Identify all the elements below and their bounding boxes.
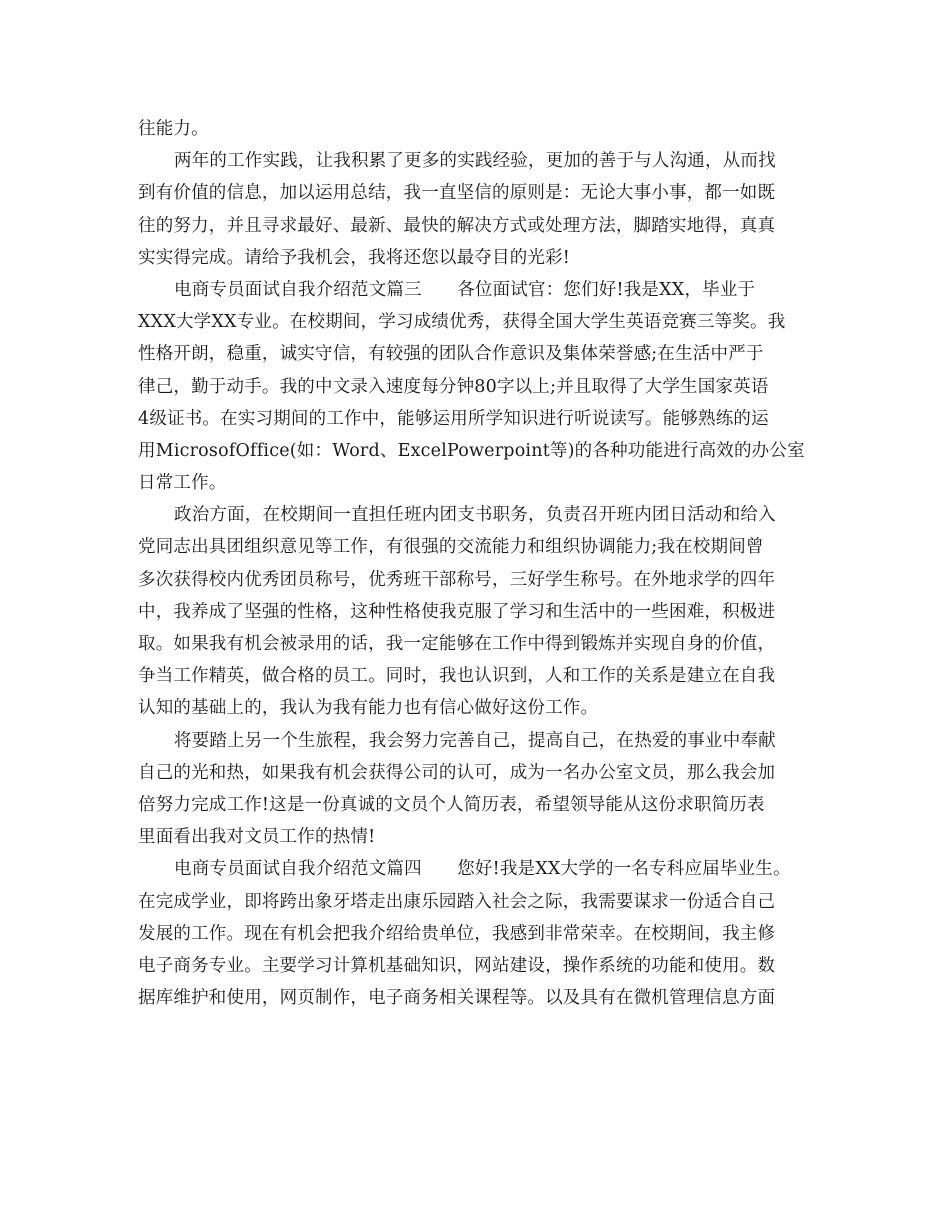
text-line: 发展的工作。现在有机会把我介绍给贵单位，我感到非常荣幸。在校期间，我主修: [138, 923, 776, 944]
text-line: XXX大学XX专业。在校期间，学习成绩优秀，获得全国大学生英语竞赛三等奖。我: [138, 312, 786, 333]
text-line: 日常工作。: [138, 473, 227, 494]
text-line: 用MicrosofOffice(如：Word、ExcelPowerpoint等)的各种功能进行高效的办公室: [138, 440, 805, 461]
text-line: 党同志出具团组织意见等工作，有很强的交流能力和组织协调能力;我在校期间曾: [138, 537, 764, 558]
text-line: 电子商务专业。主要学习计算机基础知识，网站建设，操作系统的功能和使用。数: [138, 955, 776, 976]
text-line: 两年的工作实践，让我积累了更多的实践经验，更加的善于与人沟通，从而找: [174, 151, 776, 172]
text-line: 中，我养成了坚强的性格，这种性格使我克服了学习和生活中的一些困难，积极进: [138, 601, 776, 622]
text-line: 往能力。: [138, 119, 209, 139]
text-line: 到有价值的信息，加以运用总结，我一直坚信的原则是：无论大事小事，都一如既: [138, 183, 776, 204]
text-line: 取。如果我有机会被录用的话，我一定能够在工作中得到锻炼并实现自身的价值，: [138, 634, 776, 654]
text-line: 4级证书。在实习期间的工作中，能够运用所学知识进行听说读写。能够熟练的运: [138, 408, 769, 429]
text-line: 政治方面，在校期间一直担任班内团支书职务，负责召开班内团日活动和给入: [174, 505, 776, 526]
text-line: 认知的基础上的，我认为我有能力也有信心做好这份工作。: [138, 698, 599, 719]
text-line: 据库维护和使用，网页制作，电子商务相关课程等。以及具有在微机管理信息方面: [138, 988, 776, 1009]
text-line: 往的努力，并且寻求最好、最新、最快的解决方式或处理方法，脚踏实地得，真真: [138, 215, 776, 236]
text-line: 性格开朗，稳重，诚实守信，有较强的团队合作意识及集体荣誉感;在生活中严于: [138, 344, 764, 365]
text-line: 电商专员面试自我介绍范文篇三 各位面试官：您们好!我是XX，毕业于: [174, 279, 756, 300]
text-line: 多次获得校内优秀团员称号，优秀班干部称号，三好学生称号。在外地求学的四年: [138, 569, 776, 590]
text-line: 实实得完成。请给予我机会，我将还您以最夺目的光彩!: [138, 247, 571, 268]
text-line: 电商专员面试自我介绍范文篇四 您好!我是XX大学的一名专科应届毕业生。: [174, 859, 791, 880]
text-line: 倍努力完成工作!这是一份真诚的文员个人简历表，希望领导能从这份求职简历表: [138, 794, 765, 815]
text-line: 在完成学业，即将跨出象牙塔走出康乐园踏入社会之际，我需要谋求一份适合自己: [138, 891, 776, 912]
text-line: 里面看出我对文员工作的热情!: [138, 827, 376, 848]
text-line: 将要踏上另一个生旅程，我会努力完善自己，提高自己，在热爱的事业中奉献: [174, 730, 776, 751]
text-line: 争当工作精英，做合格的员工。同时，我也认识到，人和工作的关系是建立在自我: [138, 666, 776, 687]
text-line: 律己，勤于动手。我的中文录入速度每分钟80字以上;并且取得了大学生国家英语: [138, 376, 769, 397]
document-body: [138, 113, 818, 1014]
text-line: 自己的光和热，如果我有机会获得公司的认可，成为一名办公室文员，那么我会加: [138, 762, 776, 783]
